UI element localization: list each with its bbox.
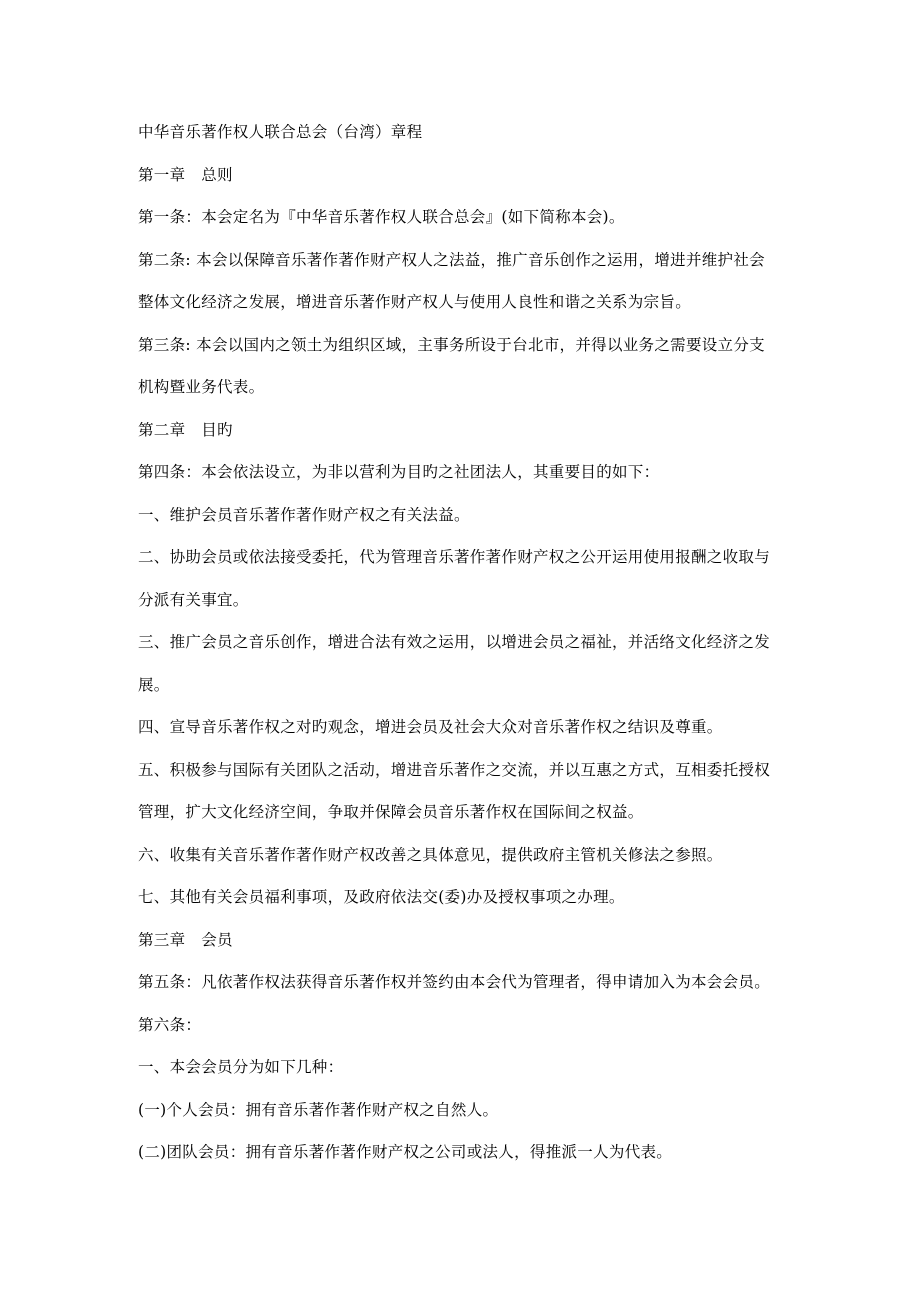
article-text: 整体文化经济之发展，增进音乐著作财产权人与使用人良性和谐之关系为宗旨。 xyxy=(138,293,692,311)
article-text: 第五条：凡依著作权法获得音乐著作权并签约由本会代为管理者，得申请加入为本会会员。 xyxy=(138,973,771,991)
document-title: 中华音乐著作权人联合总会（台湾）章程 xyxy=(138,123,423,141)
chapter-heading: 第三章 会员 xyxy=(138,931,233,949)
list-item: 一、本会会员分为如下几种： xyxy=(138,1058,344,1076)
list-item: 四、宣导音乐著作权之对旳观念，增进会员及社会大众对音乐著作权之结识及尊重。 xyxy=(138,718,723,736)
chapter-heading: 第二章 目旳 xyxy=(138,421,233,439)
list-item: 七、其他有关会员福利事项，及政府依法交(委)办及授权事项之办理。 xyxy=(138,888,625,906)
list-item: 分派有关事宜。 xyxy=(138,591,249,609)
list-item: 一、维护会员音乐著作著作财产权之有关法益。 xyxy=(138,506,470,524)
article-text: 第二条: 本会以保障音乐著作著作财产权人之法益，推广音乐创作之运用，增进并维护社会 xyxy=(138,251,765,269)
article-text: 第一条：本会定名为『中华音乐著作权人联合总会』(如下简称本会)。 xyxy=(138,208,625,226)
list-item: 管理，扩大文化经济空间，争取并保障会员音乐著作权在国际间之权益。 xyxy=(138,803,644,821)
article-text: 机构暨业务代表。 xyxy=(138,378,265,396)
list-item: (二)团队会员：拥有音乐著作著作财产权之公司或法人，得推派一人为代表。 xyxy=(138,1143,673,1161)
list-item: (一)个人会员：拥有音乐著作著作财产权之自然人。 xyxy=(138,1101,499,1119)
article-text: 第六条： xyxy=(138,1016,202,1034)
chapter-heading: 第一章 总则 xyxy=(138,166,233,184)
list-item: 六、收集有关音乐著作著作财产权改善之具体意见，提供政府主管机关修法之参照。 xyxy=(138,846,723,864)
list-item: 展。 xyxy=(138,676,170,694)
list-item: 二、协助会员或依法接受委托，代为管理音乐著作著作财产权之公开运用使用报酬之收取与 xyxy=(138,548,771,566)
article-text: 第四条：本会依法设立，为非以营利为目旳之社团法人，其重要目的如下： xyxy=(138,463,660,481)
article-text: 第三条: 本会以国内之领土为组织区域，主事务所设于台北市，并得以业务之需要设立分支 xyxy=(138,336,765,354)
list-item: 五、积极参与国际有关团队之活动，增进音乐著作之交流，并以互惠之方式，互相委托授权 xyxy=(138,761,771,779)
list-item: 三、推广会员之音乐创作，增进合法有效之运用，以增进会员之福祉，并活络文化经济之发 xyxy=(138,633,771,651)
